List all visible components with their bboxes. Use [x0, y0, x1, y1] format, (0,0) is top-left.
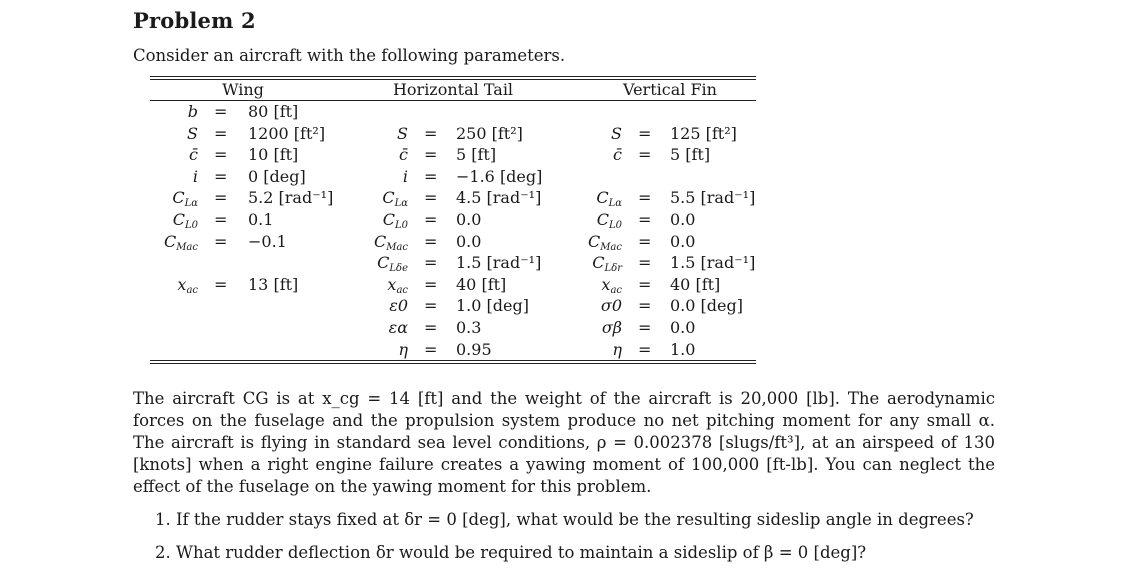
tail-equals: =: [424, 123, 438, 143]
tail-value: 0.0: [456, 210, 482, 229]
tail-equals: =: [424, 145, 438, 165]
fin-value: 1.0: [670, 339, 696, 359]
tail-value: 0.0: [456, 231, 482, 251]
fin-symbol: $C_{L\alpha}$: [596, 188, 622, 210]
intro-text: Consider an aircraft with the following parameters.: [133, 46, 566, 65]
fin-symbol: $C_{L\delta r}$: [592, 253, 622, 275]
wing-equals: =: [214, 166, 228, 186]
fin-equals: =: [638, 123, 652, 143]
wing-symbol: i: [192, 166, 198, 186]
tail-symbol: $x_{ac}$: [387, 274, 408, 296]
fin-equals: =: [638, 188, 652, 208]
wing-symbol: $C_{L0}$: [172, 210, 198, 231]
wing-value: 13 [ft]: [248, 274, 299, 294]
tail-value: 1.5 [rad⁻¹]: [456, 253, 542, 273]
table-header-rule: [150, 100, 756, 101]
tail-symbol: $C_{Mac}$: [373, 231, 408, 253]
fin-symbol: η: [612, 339, 622, 359]
tail-value: 0.3: [456, 318, 482, 337]
tail-equals: =: [424, 339, 438, 359]
tail-symbol: c̄: [399, 145, 408, 165]
tail-value: 250 [ft²]: [456, 123, 523, 143]
tail-symbol: i: [402, 166, 408, 186]
wing-symbol: b: [187, 102, 198, 121]
tail-equals: =: [424, 210, 438, 229]
tail-value: 4.5 [rad⁻¹]: [456, 188, 542, 208]
table-bottom-rule: [150, 360, 756, 361]
fin-symbol: c̄: [613, 145, 622, 165]
wing-equals: =: [214, 102, 228, 121]
fin-equals: =: [638, 253, 652, 273]
fin-value: 0.0 [deg]: [670, 296, 743, 316]
fin-value: 0.0: [670, 231, 696, 251]
tail-equals: =: [424, 274, 438, 294]
fin-value: 125 [ft²]: [670, 123, 737, 143]
wing-equals: =: [214, 274, 228, 294]
header-horizontal-tail: Horizontal Tail: [392, 80, 514, 99]
fin-symbol: S: [611, 123, 622, 143]
problem-title: Problem 2: [133, 8, 256, 33]
problem-paragraph: [133, 388, 995, 498]
fin-equals: =: [638, 210, 652, 229]
tail-symbol: ε0: [389, 296, 408, 316]
tail-symbol: $C_{L\delta e}$: [377, 253, 408, 275]
tail-symbol: S: [397, 123, 408, 143]
wing-equals: =: [214, 145, 228, 165]
tail-value: 0.95: [456, 339, 492, 359]
tail-equals: =: [424, 188, 438, 208]
fin-value: 40 [ft]: [670, 274, 721, 294]
wing-value: 0.1: [248, 210, 274, 229]
wing-equals: =: [214, 188, 228, 208]
fin-equals: =: [638, 274, 652, 294]
tail-symbol: $C_{L\alpha}$: [382, 188, 408, 210]
tail-value: 5 [ft]: [456, 145, 497, 165]
fin-equals: =: [638, 296, 652, 316]
fin-value: 1.5 [rad⁻¹]: [670, 253, 756, 273]
header-vertical-fin: Vertical Fin: [623, 80, 717, 99]
wing-symbol: S: [187, 123, 198, 143]
fin-equals: =: [638, 318, 652, 337]
question-2: 2. What rudder deflection δr would be required to maintain a sideslip of β = 0 [deg]?: [155, 543, 867, 562]
wing-equals: =: [214, 123, 228, 143]
fin-equals: =: [638, 145, 652, 165]
tail-symbol: η: [398, 339, 408, 359]
question-1: 1. If the rudder stays fixed at δr = 0 [deg], what would be the resulting sideslip angle in degrees?: [155, 510, 974, 529]
fin-value: 0.0: [670, 318, 696, 337]
tail-equals: =: [424, 166, 438, 186]
fin-symbol: σβ: [601, 318, 622, 337]
wing-value: −0.1: [248, 231, 287, 251]
parameter-table: [150, 76, 756, 364]
fin-value: 5.5 [rad⁻¹]: [670, 188, 756, 208]
fin-symbol: $C_{L0}$: [596, 210, 622, 231]
fin-equals: =: [638, 231, 652, 251]
fin-symbol: $x_{ac}$: [601, 274, 622, 296]
wing-symbol: $C_{Mac}$: [163, 231, 198, 253]
wing-equals: =: [214, 231, 228, 251]
wing-value: 0 [deg]: [248, 166, 306, 186]
wing-value: 5.2 [rad⁻¹]: [248, 188, 334, 208]
fin-symbol: σ0: [600, 296, 622, 316]
table-bottom-rule-double: [150, 363, 756, 364]
wing-value: 80 [ft]: [248, 102, 299, 121]
fin-value: 5 [ft]: [670, 145, 711, 165]
wing-symbol: $x_{ac}$: [177, 274, 198, 296]
wing-symbol: $C_{L\alpha}$: [172, 188, 198, 210]
tail-value: 40 [ft]: [456, 274, 507, 294]
fin-symbol: $C_{Mac}$: [587, 231, 622, 253]
tail-equals: =: [424, 231, 438, 251]
wing-equals: =: [214, 210, 228, 229]
wing-value: 1200 [ft²]: [248, 123, 326, 143]
header-wing: Wing: [222, 80, 264, 99]
paragraph-text: The aircraft CG is at x_cg = 14 [ft] and the weight of the aircraft is 20,000 [lb]. The aerodynamic forces on the fuselage and the propulsion system produce no net pitching moment for any small α. The aircraft is flying in standard sea level conditions, ρ = 0.002378 [slugs/ft³], at an airspeed of 130 [knots] when a right engine failure creates a yawing moment of 100,000 [ft-lb]. You can neglect the effect of the fuselage on the yawing moment for this problem.: [133, 389, 995, 496]
table-top-rule: [150, 76, 756, 77]
tail-equals: =: [424, 318, 438, 337]
tail-value: −1.6 [deg]: [456, 166, 543, 186]
wing-symbol: c̄: [189, 145, 198, 165]
fin-equals: =: [638, 339, 652, 359]
wing-value: 10 [ft]: [248, 145, 299, 165]
tail-equals: =: [424, 296, 438, 316]
tail-value: 1.0 [deg]: [456, 296, 529, 316]
fin-value: 0.0: [670, 210, 696, 229]
tail-symbol: εα: [388, 318, 408, 337]
tail-symbol: $C_{L0}$: [382, 210, 408, 231]
tail-equals: =: [424, 253, 438, 273]
